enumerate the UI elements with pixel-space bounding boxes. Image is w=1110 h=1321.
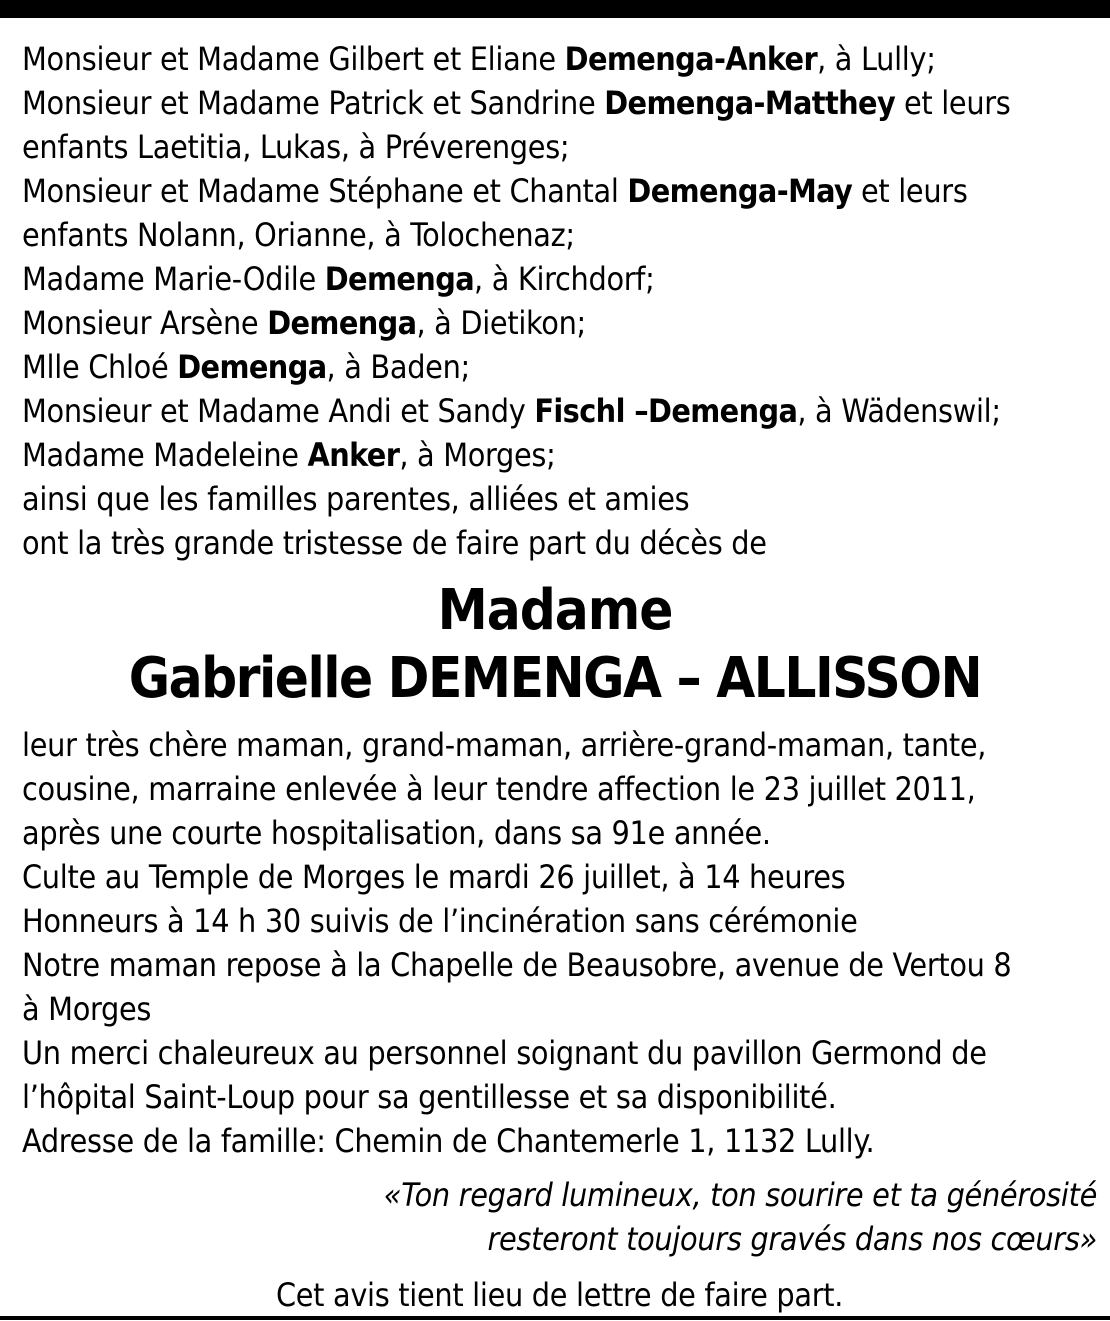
family-line: Monsieur et Madame Stéphane et Chantal Demenga-May et leurs <box>22 172 968 210</box>
details-line: Adresse de la famille: Chemin de Chantemerle 1, 1132 Lully. <box>22 1122 875 1160</box>
details-line: après une courte hospitalisation, dans sa 91e année. <box>22 814 771 852</box>
details-block <box>22 723 1097 1163</box>
family-line: ainsi que les familles parentes, alliées et amies <box>22 480 690 518</box>
details-line: l’hôpital Saint-Loup pour sa gentillesse et sa disponibilité. <box>22 1078 837 1116</box>
family-line: Mlle Chloé Demenga, à Baden; <box>22 348 470 386</box>
family-line: Madame Marie-Odile Demenga, à Kirchdorf; <box>22 260 655 298</box>
bottom-border-rule <box>0 1316 1110 1320</box>
family-line: Monsieur et Madame Andi et Sandy Fischl –Demenga, à Wädenswil; <box>22 392 1001 430</box>
family-line: Monsieur et Madame Gilbert et Eliane Demenga-Anker, à Lully; <box>22 40 936 78</box>
memorial-quote <box>22 1173 1097 1261</box>
family-line: Monsieur Arsène Demenga, à Dietikon; <box>22 304 586 342</box>
obituary-notice <box>22 37 1097 1317</box>
deceased-title: Madame <box>437 578 673 643</box>
details-line: Culte au Temple de Morges le mardi 26 juillet, à 14 heures <box>22 858 846 896</box>
quote-line: resteront toujours gravés dans nos cœurs» <box>487 1220 1097 1258</box>
closing-note: Cet avis tient lieu de lettre de faire part. <box>275 1276 844 1314</box>
family-line: enfants Laetitia, Lukas, à Préverenges; <box>22 128 570 166</box>
family-list <box>22 37 1097 565</box>
top-border-rule <box>0 0 1110 18</box>
family-line: Madame Madeleine Anker, à Morges; <box>22 436 556 474</box>
details-line: Honneurs à 14 h 30 suivis de l’incinération sans cérémonie <box>22 902 858 940</box>
details-line: Notre maman repose à la Chapelle de Beausobre, avenue de Vertou 8 <box>22 946 1012 984</box>
deceased-name: Gabrielle DEMENGA – ALLISSON <box>128 646 982 711</box>
details-line: à Morges <box>22 990 152 1028</box>
quote-line: «Ton regard lumineux, ton sourire et ta générosité <box>383 1176 1097 1214</box>
details-line: Un merci chaleureux au personnel soignant du pavillon Germond de <box>22 1034 987 1072</box>
details-line: cousine, marraine enlevée à leur tendre affection le 23 juillet 2011, <box>22 770 976 808</box>
family-line: Monsieur et Madame Patrick et Sandrine Demenga-Matthey et leurs <box>22 84 1011 122</box>
details-line: leur très chère maman, grand-maman, arrière-grand-maman, tante, <box>22 726 987 764</box>
family-line: enfants Nolann, Orianne, à Tolochenaz; <box>22 216 575 254</box>
family-line: ont la très grande tristesse de faire part du décès de <box>22 524 767 562</box>
